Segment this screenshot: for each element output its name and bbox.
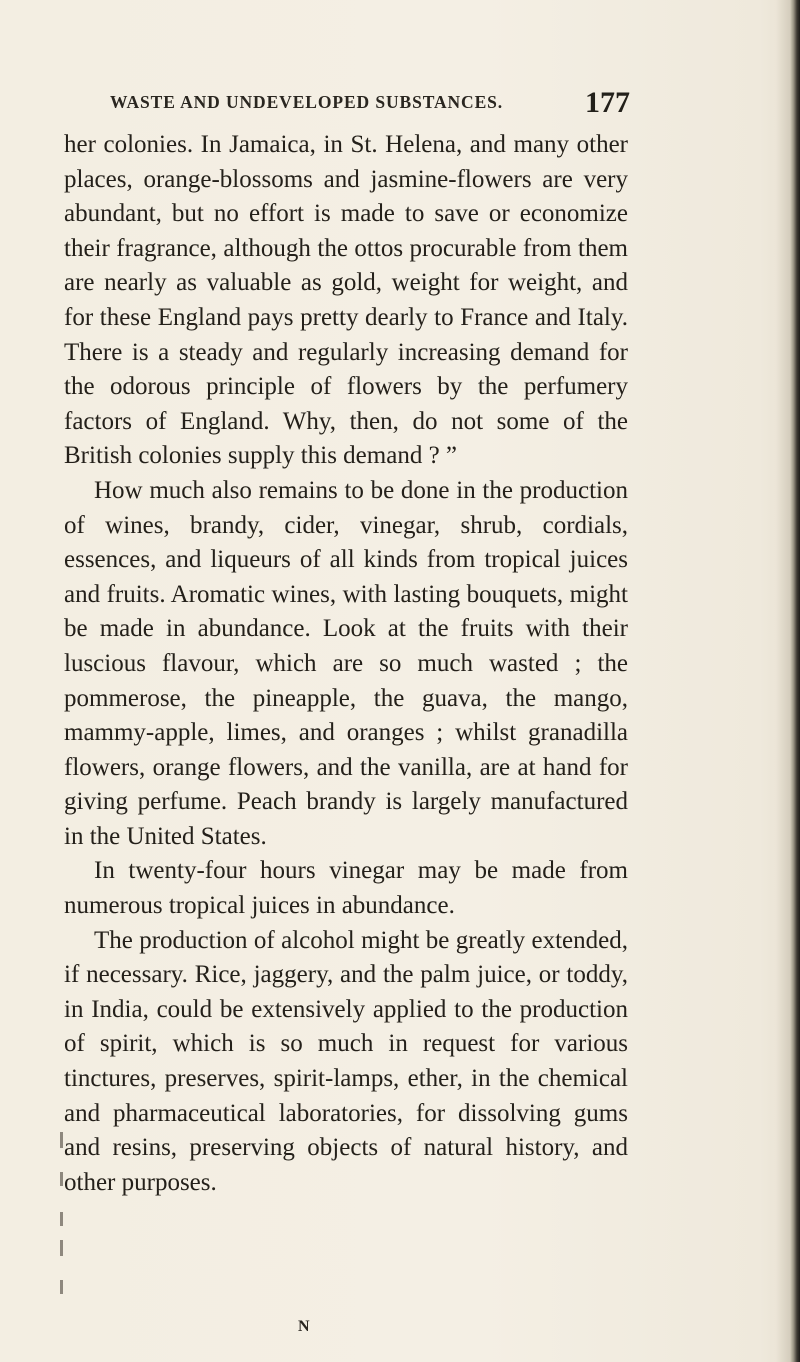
paragraph-1: her colonies. In Jamaica, in St. Helena, and many other places, orange-blossoms and jasmine-flowers are very abundant, but no effort is made to save or economize their fragrance, although the ottos procurable from them are nearly as valuable as gold, weight for weight, and for these England pays pretty dearly to France and Italy. There is a steady and regularly increasing demand for the odorous principle of flowers by the perfumery factors of England. Why, then, do not some of the British colonies supply this demand ? ” bbox=[64, 131, 628, 470]
page-gutter-shadow bbox=[776, 0, 790, 1362]
running-head: WASTE AND UNDEVELOPED SUBSTANCES. bbox=[110, 92, 504, 112]
signature-mark: N bbox=[298, 1318, 311, 1335]
margin-mark bbox=[60, 1280, 63, 1294]
page-edge bbox=[790, 0, 800, 1362]
margin-mark bbox=[60, 1240, 63, 1256]
paragraph-3: In twenty-four hours vinegar may be made from numerous tropical juices in abundance. bbox=[64, 857, 628, 920]
margin-mark bbox=[60, 1212, 63, 1226]
page-number: 177 bbox=[585, 86, 630, 119]
margin-mark bbox=[60, 1132, 63, 1148]
margin-mark bbox=[60, 1172, 63, 1186]
paragraph-4: The production of alcohol might be greatly extended, if necessary. Rice, jaggery, and the palm juice, or toddy, in India, could be extensively applied to the production of spirit, which is so much in request for various tinctures, preserves, spirit-lamps, ether, in the chemical and pharmaceutical laboratories, for dissolving gums and resins, preserving objects of natural history, and other purposes. bbox=[64, 926, 628, 1196]
body-text bbox=[64, 128, 628, 1200]
page-header bbox=[110, 88, 630, 122]
paragraph-2: How much also remains to be done in the production of wines, brandy, cider, vinegar, shrub, cordials, essences, and liqueurs of all kinds from tropical juices and fruits. Aromatic wines, with lasting bouquets, might be made in abundance. Look at the fruits with their luscious flavour, which are so much wasted ; the pommerose, the pineapple, the guava, the mango, mammy-apple, limes, and oranges ; whilst granadilla flowers, orange flowers, and the vanilla, are at hand for giving perfume. Peach brandy is largely manufactured in the United States. bbox=[64, 476, 628, 850]
